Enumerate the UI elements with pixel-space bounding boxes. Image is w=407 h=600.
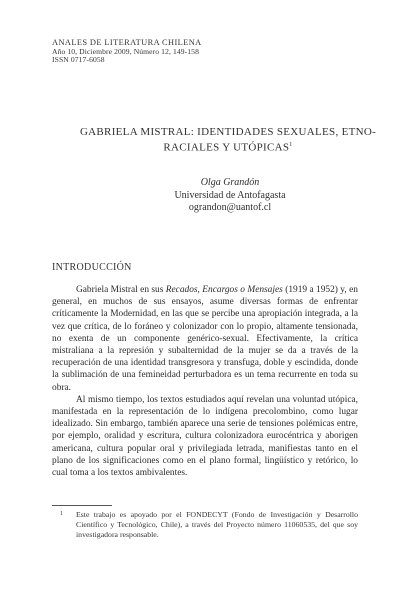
footnote — [52, 510, 358, 540]
section-heading: INTRODUCCIÓN — [52, 262, 132, 273]
author-affiliation: Universidad de Antofagasta — [174, 189, 286, 201]
paragraph-1-rest: (1919 a 1952) y, en general, en muchos de sus ensayos, asume diversas formas de enfrentar críticamente la Modernidad, en las que se percibe una apropiación integrada, a la vez que crítica, de lo foráneo y colonizador con lo propio, altamente tensionada, no exenta de un componente genérico-sexual. Efectivamente, la crítica mistraliana a la represión y subalternidad de la mujer se da a través de la recuperación de una identidad transgresora y transfuga, doble y escindida, donde la sublimación de una femineidad perturbadora es un tema recurrente en toda su obra. — [52, 285, 358, 393]
paragraph-2: Al mismo tiempo, los textos estudiados aquí revelan una voluntad utópica, manifestada en la representación de lo indígena precolombino, como lugar idealizado. Sin embargo, también aparece una serie de tensiones polémicas entre, por ejemplo, oralidad y escritura, cultura colonizadora eurocéntrica y aborigen americana, cultura popular oral y privilegiada letrada, manifiestas tanto en el plano de los significaciones como en el plano formal, lingüístico y retórico, lo cual toma a los textos ambivalentes. — [52, 394, 358, 479]
journal-issn: ISSN 0717-6058 — [52, 55, 105, 64]
journal-issue: Año 10, Diciembre 2009, Número 12, 149-158 — [52, 46, 199, 56]
author-name: Olga Grandón — [200, 177, 260, 188]
paragraph-1-italic-title: Recados, Encargos o Mensajes — [165, 285, 283, 295]
footnote-text: Este trabajo es apoyado por el FONDECYT (Fondo de Investigación y Desarrollo Científico y Tecnológico, Chile), a través del Proyecto número 11060535, del que soy investigadora responsable. — [76, 510, 358, 539]
article-body — [52, 284, 358, 479]
author-block — [120, 177, 340, 215]
journal-name: ANALES DE LITERATURA CHILENA — [52, 38, 202, 47]
journal-header — [52, 39, 252, 65]
article-title-text: GABRIELA MISTRAL: IDENTIDADES SEXUALES, ETNO-RACIALES Y UTÓPICAS — [79, 126, 377, 154]
title-footnote-marker: 1 — [289, 141, 293, 148]
article-title — [78, 126, 378, 154]
footnote-marker: 1 — [60, 511, 63, 517]
paragraph-1 — [52, 284, 358, 394]
author-email: ograndon@uantof.cl — [188, 202, 272, 213]
paragraph-1-start: Gabriela Mistral en sus — [76, 285, 166, 295]
footnote-divider — [52, 505, 112, 506]
